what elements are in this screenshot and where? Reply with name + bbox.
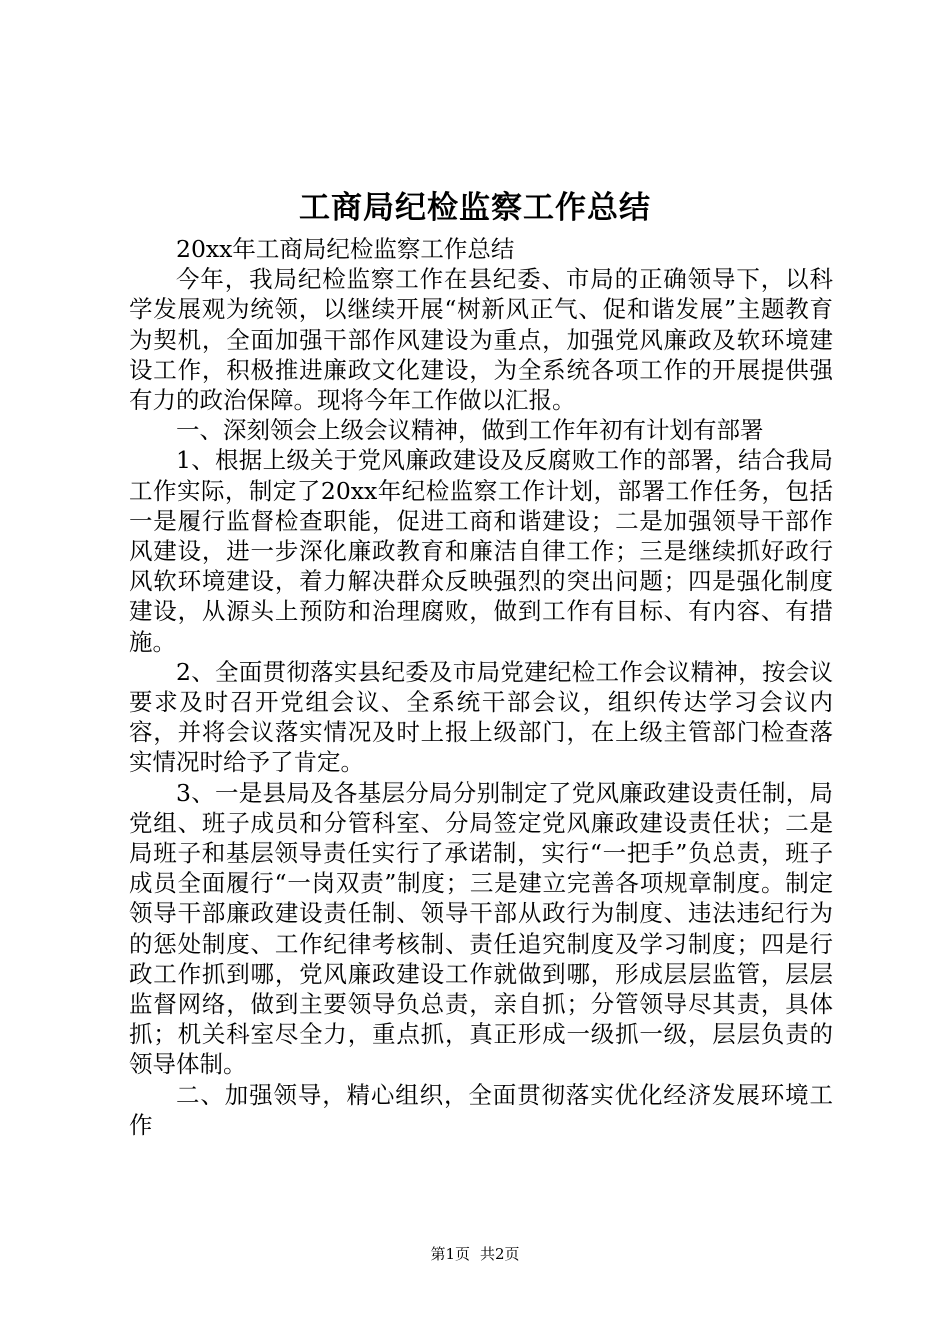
item-paragraph-1: 1、根据上级关于党风廉政建设及反腐败工作的部署，结合我局工作实际，制定了20xx年纪检监察工作计划，部署工作任务，包括一是履行监督检查职能，促进工商和谐建设；二是加强领导干部作风建设，进一步深化廉政教育和廉洁自律工作；三是继续抓好政行风软环境建设，着力解决群众反映强烈的突出问题；四是强化制度建设，从源头上预防和治理腐败，做到工作有目标、有内容、有措施。: [129, 446, 833, 656]
document-body: [129, 234, 833, 1140]
document-title: 工商局纪检监察工作总结: [299, 190, 651, 226]
section-heading-1: 一、深刻领会上级会议精神，做到工作年初有计划有部署: [176, 416, 764, 445]
intro-paragraph: 今年，我局纪检监察工作在县纪委、市局的正确领导下，以科学发展观为统领，以继续开展“树新风正气、促和谐发展”主题教育为契机，全面加强干部作风建设为重点，加强党风廉政及软环境建设工作，积极推进廉政文化建设，为全系统各项工作的开展提供强有力的政治保障。现将今年工作做以汇报。: [129, 265, 833, 415]
section-heading-2: 二、加强领导，精心组织，全面贯彻落实优化经济发展环境工作: [129, 1080, 833, 1139]
page-total: 共2页: [480, 1245, 520, 1263]
page-number: 第1页: [430, 1245, 470, 1263]
page-footer: [0, 1244, 950, 1264]
item-paragraph-3: 3、一是县局及各基层分局分别制定了党风廉政建设责任制，局党组、班子成员和分管科室、分局签定党风廉政建设责任状；二是局班子和基层领导责任实行了承诺制，实行“一把手”负总责，班子成员全面履行“一岗双责”制度；三是建立完善各项规章制度。制定领导干部廉政建设责任制、领导干部从政行为制度、违法违纪行为的惩处制度、工作纪律考核制、责任追究制度及学习制度；四是行政工作抓到哪，党风廉政建设工作就做到哪，形成层层监管，层层监督网络，做到主要领导负总责，亲自抓；分管领导尽其责，具体抓；机关科室尽全力，重点抓，真正形成一级抓一级，层层负责的领导体制。: [129, 778, 833, 1079]
item-paragraph-2: 2、全面贯彻落实县纪委及市局党建纪检工作会议精神，按会议要求及时召开党组会议、全系统干部会议，组织传达学习会议内容，并将会议落实情况及时上报上级部门，在上级主管部门检查落实情况时给予了肯定。: [129, 657, 833, 777]
subtitle-paragraph: 20xx年工商局纪检监察工作总结: [176, 235, 515, 263]
